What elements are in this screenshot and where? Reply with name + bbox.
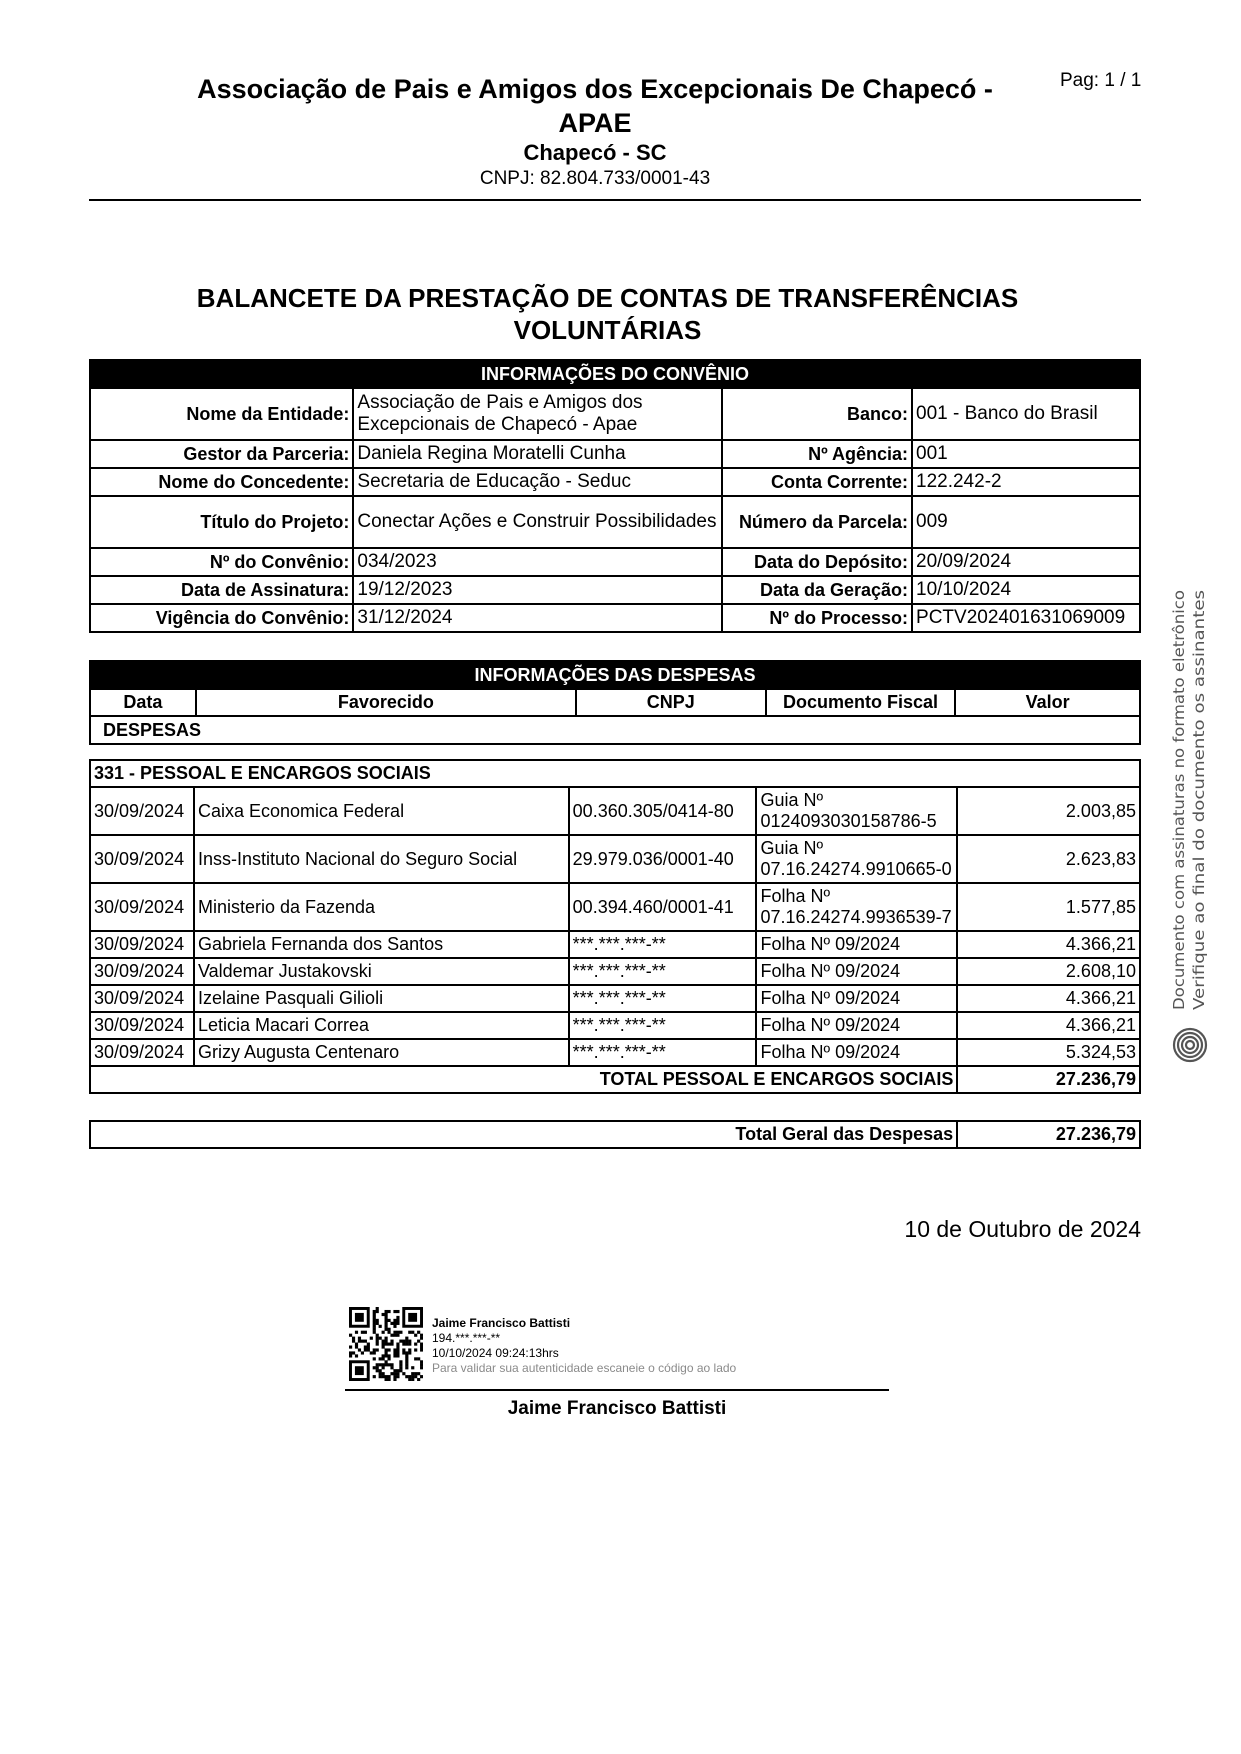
subtotal-row	[90, 1066, 1140, 1093]
grand-total-label: Total Geral das Despesas	[90, 1121, 957, 1148]
cell-favorecido: Gabriela Fernanda dos Santos	[194, 931, 569, 958]
cell-documento: Folha Nº 09/2024	[756, 985, 957, 1012]
value-deposito: 20/09/2024	[912, 548, 1140, 576]
cell-valor: 1.577,85	[957, 883, 1140, 931]
table-row	[90, 883, 1140, 931]
cell-data: 30/09/2024	[90, 1012, 194, 1039]
label-assinatura: Data de Assinatura:	[90, 576, 353, 604]
label-conta: Conta Corrente:	[722, 468, 912, 496]
convenio-info-table	[89, 359, 1141, 633]
electronic-signature-stamp	[1160, 590, 1220, 1070]
label-parcela: Número da Parcela:	[722, 496, 912, 548]
despesas-heading: INFORMAÇÕES DAS DESPESAS	[90, 661, 1140, 689]
label-vigencia: Vigência do Convênio:	[90, 604, 353, 632]
label-convenio: Nº do Convênio:	[90, 548, 353, 576]
signer-info-name: Jaime Francisco Battisti	[432, 1316, 571, 1330]
signer-info	[432, 1316, 736, 1376]
category-row: 331 - PESSOAL E ENCARGOS SOCIAIS	[90, 760, 1140, 787]
cell-cnpj: ***.***.***-**	[569, 1039, 757, 1066]
table-row	[90, 931, 1140, 958]
cell-valor: 2.608,10	[957, 958, 1140, 985]
cell-data: 30/09/2024	[90, 931, 194, 958]
cell-documento: Folha Nº 09/2024	[756, 1012, 957, 1039]
cell-valor: 5.324,53	[957, 1039, 1140, 1066]
despesas-section-label: DESPESAS	[90, 716, 1140, 744]
label-geracao: Data da Geração:	[722, 576, 912, 604]
table-row	[90, 1039, 1140, 1066]
cell-valor: 2.003,85	[957, 787, 1140, 835]
stamp-line-1: Documento com assinaturas no formato eletrônico	[1170, 615, 1188, 1010]
convenio-heading: INFORMAÇÕES DO CONVÊNIO	[90, 360, 1140, 388]
cell-favorecido: Ministerio da Fazenda	[194, 883, 569, 931]
signature-label: Jaime Francisco Battisti	[507, 1398, 727, 1419]
col-cnpj: CNPJ	[576, 689, 766, 716]
value-assinatura: 19/12/2023	[353, 576, 722, 604]
cell-favorecido: Leticia Macari Correa	[194, 1012, 569, 1039]
header-divider	[89, 199, 1141, 201]
signed-at: 10/10/2024 09:24:13hrs	[432, 1346, 559, 1360]
table-row	[90, 787, 1140, 835]
value-concedente: Secretaria de Educação - Seduc	[353, 468, 722, 496]
cell-documento: Guia Nº 0124093030158786-5	[756, 787, 957, 835]
page-number: Pag: 1 / 1	[1060, 70, 1142, 91]
cell-data: 30/09/2024	[90, 1039, 194, 1066]
despesas-table	[89, 759, 1141, 1094]
cell-cnpj: ***.***.***-**	[569, 985, 757, 1012]
value-conta: 122.242-2	[912, 468, 1140, 496]
table-row	[90, 1012, 1140, 1039]
value-banco: 001 - Banco do Brasil	[912, 388, 1140, 440]
value-entidade: Associação de Pais e Amigos dos Excepcionais de Chapecó - Apae	[353, 388, 722, 440]
cell-cnpj: 00.360.305/0414-80	[569, 787, 757, 835]
stamp-line-2: Verifique ao final do documento os assinantes	[1190, 652, 1208, 1010]
value-vigencia: 31/12/2024	[353, 604, 722, 632]
organization-city: Chapecó - SC	[523, 140, 667, 165]
cell-data: 30/09/2024	[90, 958, 194, 985]
qr-code-icon	[349, 1307, 423, 1381]
cell-data: 30/09/2024	[90, 787, 194, 835]
signer-cpf: 194.***.***-**	[432, 1331, 501, 1345]
cell-cnpj: ***.***.***-**	[569, 958, 757, 985]
organization-name: Associação de Pais e Amigos dos Excepcionais De Chapecó - APAE	[197, 74, 993, 138]
cell-valor: 2.623,83	[957, 835, 1140, 883]
cell-favorecido: Inss-Instituto Nacional do Seguro Social	[194, 835, 569, 883]
table-row	[90, 958, 1140, 985]
col-documento: Documento Fiscal	[766, 689, 956, 716]
cell-favorecido: Valdemar Justakovski	[194, 958, 569, 985]
signature-line	[345, 1389, 889, 1391]
col-favorecido: Favorecido	[196, 689, 576, 716]
grand-total-table	[89, 1120, 1141, 1149]
cell-documento: Folha Nº 09/2024	[756, 931, 957, 958]
value-convenio: 034/2023	[353, 548, 722, 576]
col-data: Data	[90, 689, 196, 716]
cell-data: 30/09/2024	[90, 835, 194, 883]
cell-data: 30/09/2024	[90, 985, 194, 1012]
label-deposito: Data do Depósito:	[722, 548, 912, 576]
value-gestor: Daniela Regina Moratelli Cunha	[353, 440, 722, 468]
validation-hint: Para validar sua autenticidade escaneie o código ao lado	[432, 1361, 737, 1375]
cell-documento: Folha Nº 07.16.24274.9936539-7	[756, 883, 957, 931]
table-row	[90, 835, 1140, 883]
subtotal-label: TOTAL PESSOAL E ENCARGOS SOCIAIS	[90, 1066, 957, 1093]
cell-cnpj: 00.394.460/0001-41	[569, 883, 757, 931]
label-processo: Nº do Processo:	[722, 604, 912, 632]
document-date: 10 de Outubro de 2024	[904, 1216, 1141, 1242]
cell-valor: 4.366,21	[957, 985, 1140, 1012]
cell-cnpj: 29.979.036/0001-40	[569, 835, 757, 883]
cell-valor: 4.366,21	[957, 1012, 1140, 1039]
label-projeto: Título do Projeto:	[90, 496, 353, 548]
cell-valor: 4.366,21	[957, 931, 1140, 958]
cell-documento: Folha Nº 09/2024	[756, 958, 957, 985]
label-entidade: Nome da Entidade:	[90, 388, 353, 440]
label-banco: Banco:	[722, 388, 912, 440]
organization-cnpj: CNPJ: 82.804.733/0001-43	[479, 168, 711, 189]
grand-total-value: 27.236,79	[957, 1121, 1140, 1148]
cell-documento: Guia Nº 07.16.24274.9910665-0	[756, 835, 957, 883]
label-gestor: Gestor da Parceria:	[90, 440, 353, 468]
cell-favorecido: Grizy Augusta Centenaro	[194, 1039, 569, 1066]
value-processo: PCTV202401631069009	[912, 604, 1140, 632]
subtotal-value: 27.236,79	[957, 1066, 1140, 1093]
cell-favorecido: Caixa Economica Federal	[194, 787, 569, 835]
cell-cnpj: ***.***.***-**	[569, 931, 757, 958]
value-agencia: 001	[912, 440, 1140, 468]
value-projeto: Conectar Ações e Construir Possibilidades	[353, 496, 722, 548]
col-valor: Valor	[955, 689, 1140, 716]
label-agencia: Nº Agência:	[722, 440, 912, 468]
document-title: BALANCETE DA PRESTAÇÃO DE CONTAS DE TRANSFERÊNCIAS VOLUNTÁRIAS	[196, 283, 1019, 345]
table-row	[90, 985, 1140, 1012]
value-geracao: 10/10/2024	[912, 576, 1140, 604]
value-parcela: 009	[912, 496, 1140, 548]
cell-cnpj: ***.***.***-**	[569, 1012, 757, 1039]
label-concedente: Nome do Concedente:	[90, 468, 353, 496]
cell-data: 30/09/2024	[90, 883, 194, 931]
fingerprint-icon	[1174, 1029, 1206, 1061]
despesas-header-table	[89, 660, 1141, 745]
cell-documento: Folha Nº 09/2024	[756, 1039, 957, 1066]
cell-favorecido: Izelaine Pasquali Gilioli	[194, 985, 569, 1012]
